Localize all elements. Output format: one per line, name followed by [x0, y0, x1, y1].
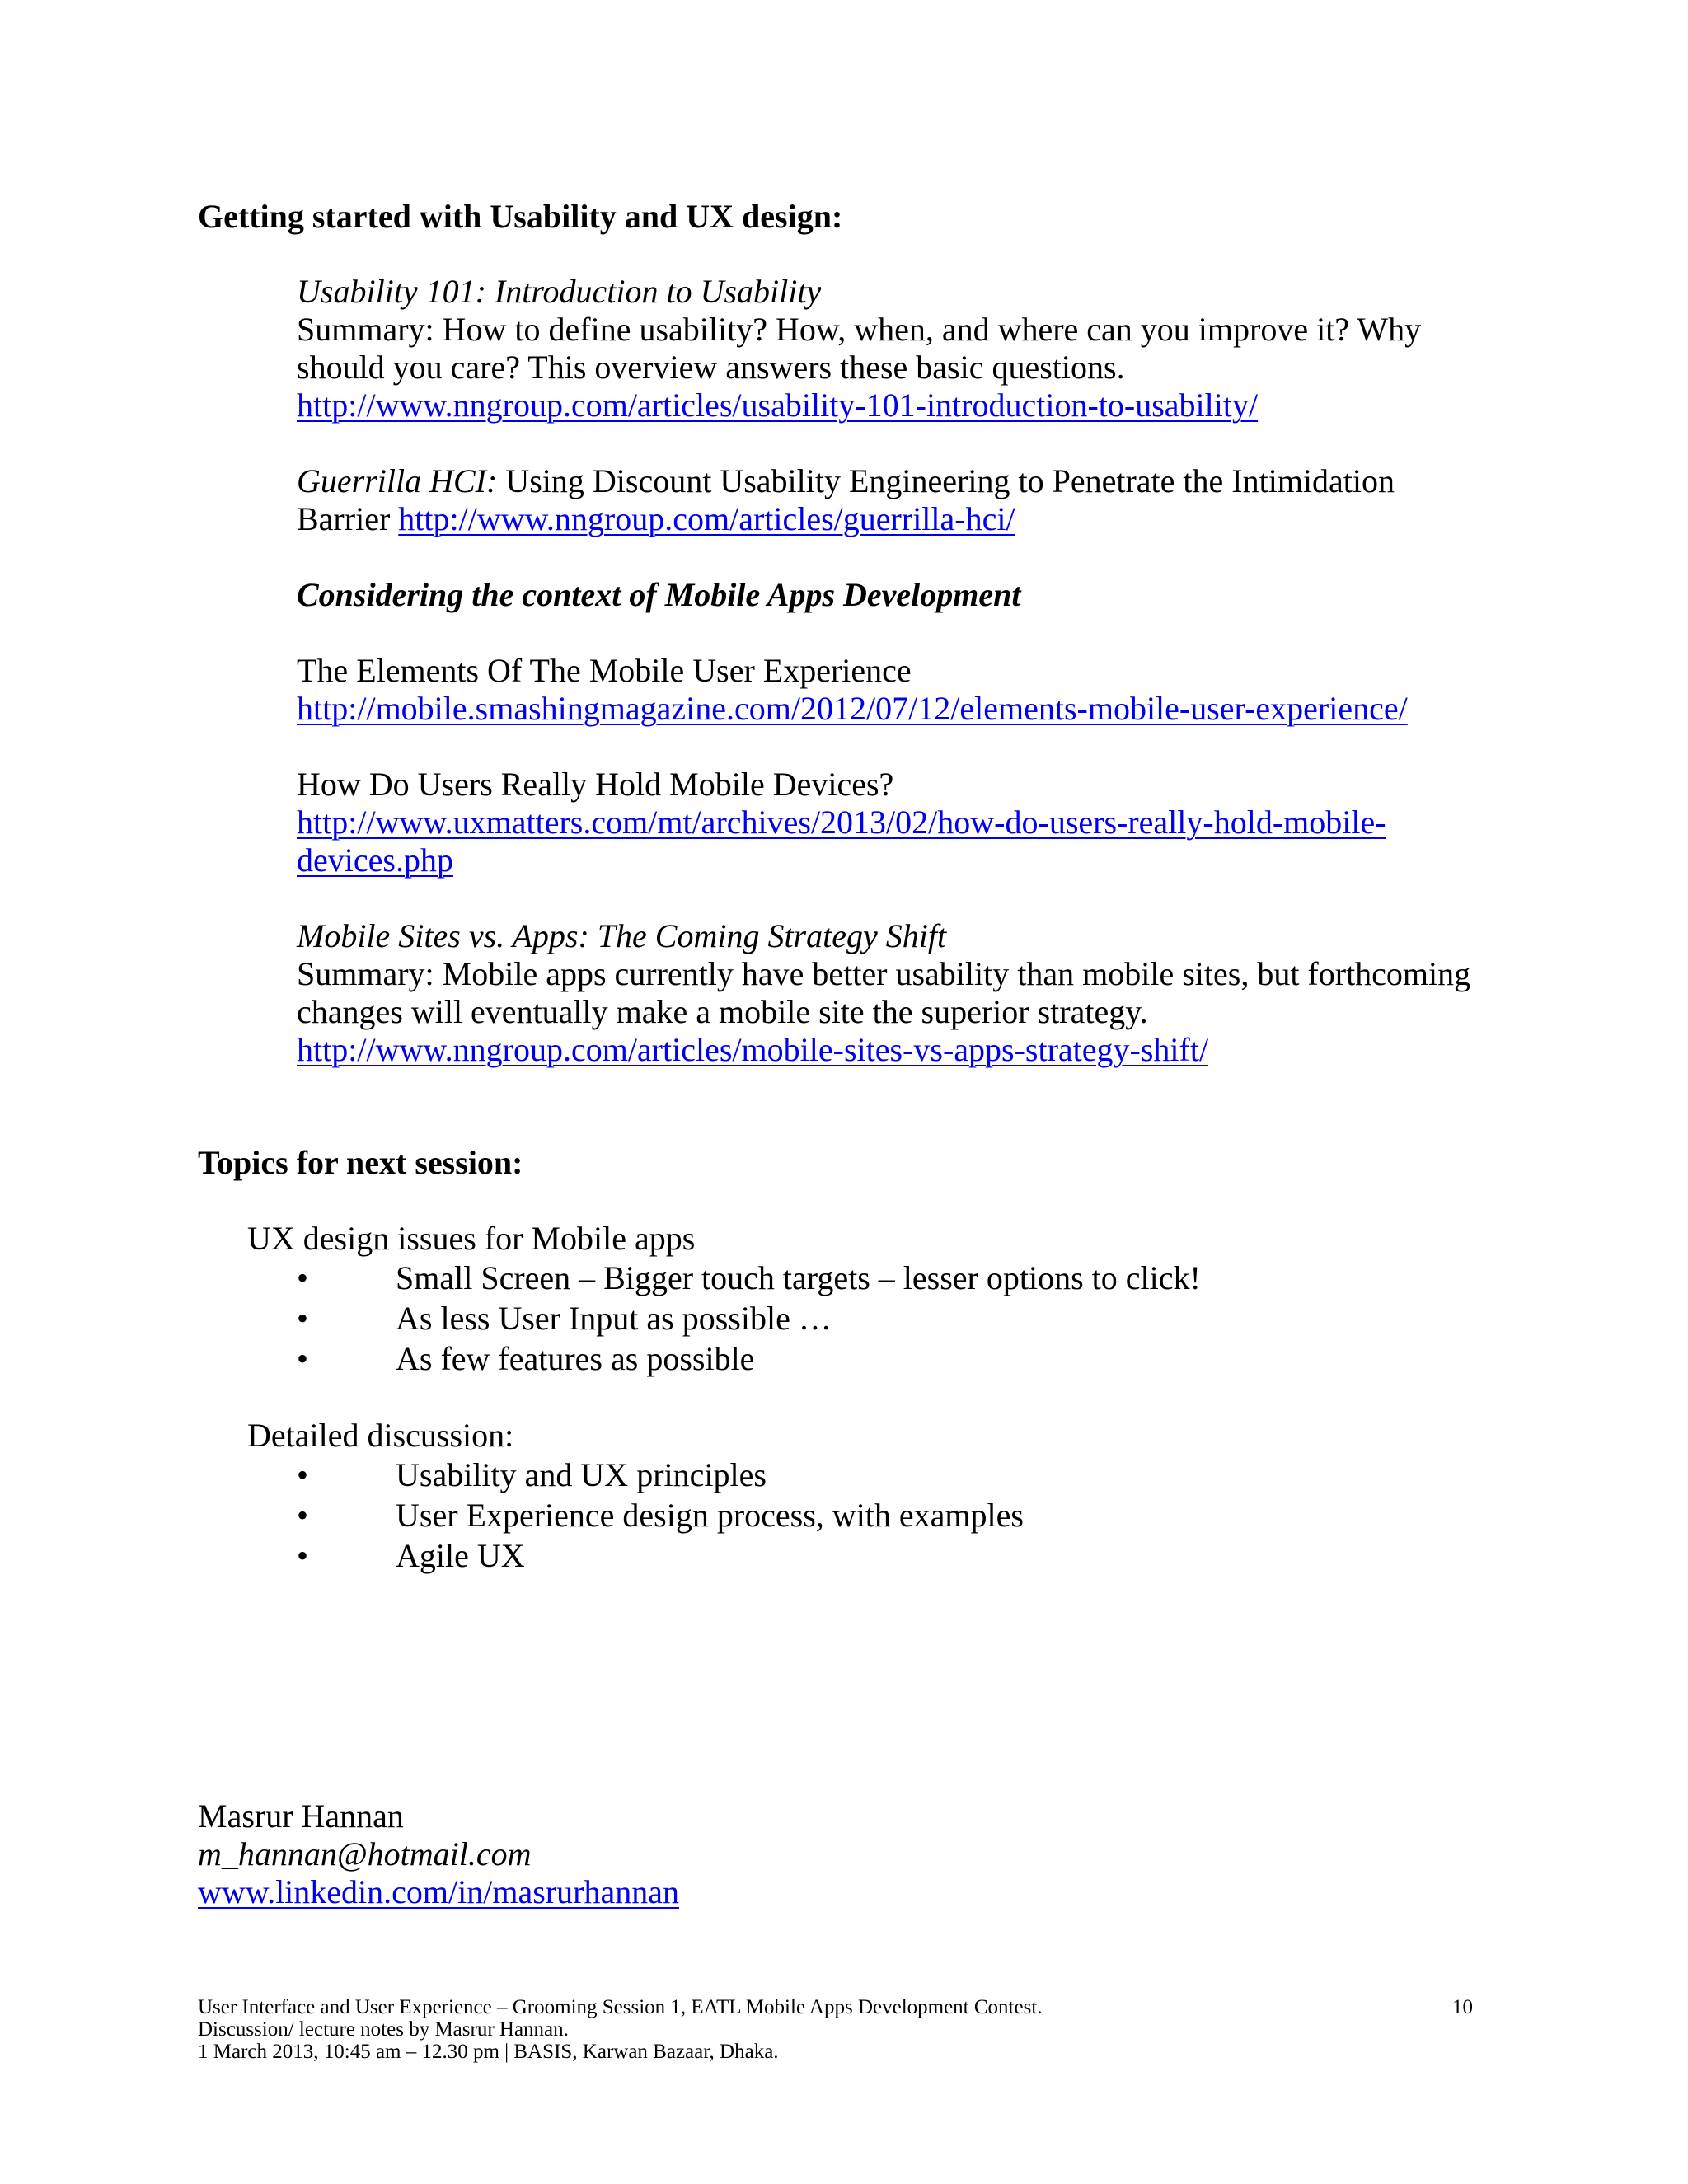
- article-summary-line: should you care? This overview answers these basic questions.: [297, 349, 1125, 386]
- article-summary-line: changes will eventually make a mobile site the superior strategy.: [297, 993, 1148, 1030]
- article-title-mobile-ux-elements: The Elements Of The Mobile User Experience: [297, 652, 912, 689]
- link-smashing-mobile-ux[interactable]: http://mobile.smashingmagazine.com/2012/07/12/elements-mobile-user-experience/: [297, 690, 1408, 727]
- topic-list-detailed: [297, 1455, 1024, 1576]
- article-title-italic: Guerrilla HCI:: [297, 462, 498, 499]
- list-item: • Small Screen – Bigger touch targets – lesser options to click!: [297, 1258, 1201, 1298]
- topic-list-ux-issues: [297, 1258, 1201, 1379]
- author-name: Masrur Hannan: [198, 1797, 404, 1835]
- page-number: 10: [1452, 1996, 1473, 2018]
- footer-line: User Interface and User Experience – Grooming Session 1, EATL Mobile Apps Development Contest.: [198, 1996, 1043, 2018]
- article-title-usability-101: Usability 101: Introduction to Usability: [297, 273, 822, 310]
- article-title-guerrilla-hci: [297, 462, 1395, 500]
- article-summary-line: Summary: How to define usability? How, when, and where can you improve it? Why: [297, 311, 1422, 348]
- link-uxmatters-line2[interactable]: devices.php: [297, 841, 453, 879]
- article-line: [297, 500, 1015, 538]
- list-item: • As few features as possible: [297, 1338, 1201, 1379]
- list-item: • Agile UX: [297, 1535, 1024, 1576]
- list-item: • Usability and UX principles: [297, 1455, 1024, 1495]
- topic-group-label-ux-issues: UX design issues for Mobile apps: [247, 1220, 696, 1257]
- list-item: • User Experience design process, with examples: [297, 1495, 1024, 1535]
- article-title-hold-mobile-devices: How Do Users Really Hold Mobile Devices?: [297, 766, 894, 803]
- article-title-mobile-sites-vs-apps: Mobile Sites vs. Apps: The Coming Strategy Shift: [297, 917, 947, 954]
- article-summary-line: Summary: Mobile apps currently have better usability than mobile sites, but forthcoming: [297, 955, 1471, 992]
- author-linkedin-link[interactable]: www.linkedin.com/in/masrurhannan: [198, 1873, 679, 1910]
- subheading-mobile-apps-context: Considering the context of Mobile Apps Development: [297, 576, 1021, 613]
- footer-line: Discussion/ lecture notes by Masrur Hannan.: [198, 2018, 569, 2041]
- link-guerrilla-hci[interactable]: http://www.nngroup.com/articles/guerrilla-hci/: [398, 500, 1015, 537]
- article-title-rest: Using Discount Usability Engineering to Penetrate the Intimidation: [497, 462, 1395, 499]
- topic-group-label-detailed: Detailed discussion:: [247, 1417, 514, 1454]
- author-email: m_hannan@hotmail.com: [198, 1835, 532, 1872]
- footer-line: 1 March 2013, 10:45 am – 12.30 pm | BASIS, Karwan Bazaar, Dhaka.: [198, 2041, 779, 2063]
- list-item: • As less User Input as possible …: [297, 1298, 1201, 1338]
- link-mobile-sites-vs-apps[interactable]: http://www.nngroup.com/articles/mobile-sites-vs-apps-strategy-shift/: [297, 1031, 1209, 1068]
- section-heading-next-session: Topics for next session:: [198, 1144, 523, 1181]
- link-uxmatters-line1[interactable]: http://www.uxmatters.com/mt/archives/2013/02/how-do-users-really-hold-mobile-: [297, 804, 1386, 841]
- article-title-continued: Barrier: [297, 500, 399, 537]
- link-usability-101[interactable]: http://www.nngroup.com/articles/usability-101-introduction-to-usability/: [297, 387, 1259, 424]
- section-heading-getting-started: Getting started with Usability and UX design:: [198, 198, 843, 235]
